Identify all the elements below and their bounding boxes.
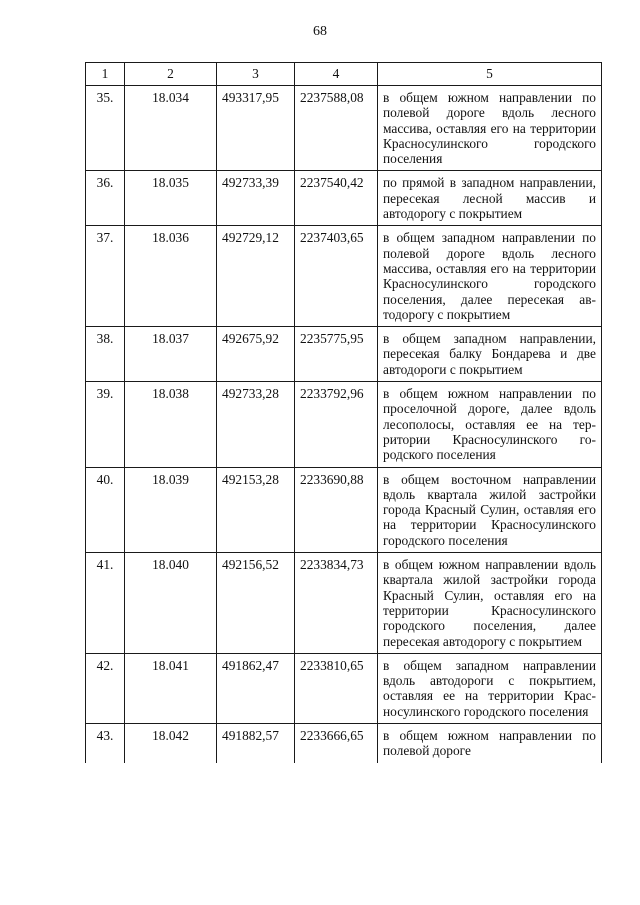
- y-coordinate-cell: 2233792,96: [295, 382, 378, 467]
- boundary-description-cell: в общем южном направлении по полевой дороге: [378, 723, 602, 762]
- x-coordinate-cell: 492153,28: [217, 467, 295, 552]
- column-header: 5: [378, 63, 602, 86]
- point-id-cell: 18.034: [125, 86, 217, 171]
- boundary-description-cell: в общем южном направлении по полевой дороге вдоль лесного массива, оставляя его на территории Красносулинского городского поселения: [378, 86, 602, 171]
- boundary-description-cell: в общем южном направлении по проселочной дороге, далее вдоль лесополосы, оставляя ее на территории Красносулинского городского поселения: [378, 382, 602, 467]
- point-id-cell: 18.039: [125, 467, 217, 552]
- y-coordinate-cell: 2235775,95: [295, 327, 378, 382]
- point-id-cell: 18.038: [125, 382, 217, 467]
- table-row: [86, 171, 602, 226]
- row-number-cell: 42.: [86, 653, 125, 723]
- y-coordinate-cell: 2233666,65: [295, 723, 378, 762]
- y-coordinate-cell: 2237588,08: [295, 86, 378, 171]
- row-number-cell: 40.: [86, 467, 125, 552]
- x-coordinate-cell: 492729,12: [217, 226, 295, 327]
- row-number-cell: 37.: [86, 226, 125, 327]
- point-id-cell: 18.036: [125, 226, 217, 327]
- table-row: [86, 553, 602, 654]
- table-row: [86, 653, 602, 723]
- table-row: [86, 226, 602, 327]
- y-coordinate-cell: 2233690,88: [295, 467, 378, 552]
- column-header: 1: [86, 63, 125, 86]
- boundary-description-cell: в общем западном направлении вдоль автодороги с покрытием, оставляя ее на территории Красносулинского городского поселения: [378, 653, 602, 723]
- y-coordinate-cell: 2233810,65: [295, 653, 378, 723]
- column-header: 3: [217, 63, 295, 86]
- x-coordinate-cell: 491862,47: [217, 653, 295, 723]
- point-id-cell: 18.040: [125, 553, 217, 654]
- boundary-description-cell: в общем южном направлении вдоль квартала жилой застройки города Красный Сулин, оставляя его на территории Красносулинского городского поселения, далее пересекая автодорогу с покрытием: [378, 553, 602, 654]
- boundary-description-cell: в общем восточном направлении вдоль квартала жилой застройки города Красный Сулин, оставляя его на территории Красносулинского городского поселения: [378, 467, 602, 552]
- table-row: [86, 86, 602, 171]
- row-number-cell: 43.: [86, 723, 125, 762]
- y-coordinate-cell: 2237540,42: [295, 171, 378, 226]
- table-row: [86, 382, 602, 467]
- x-coordinate-cell: 493317,95: [217, 86, 295, 171]
- table-header-row: [86, 63, 602, 86]
- boundary-table: [85, 62, 602, 763]
- row-number-cell: 38.: [86, 327, 125, 382]
- x-coordinate-cell: 492156,52: [217, 553, 295, 654]
- x-coordinate-cell: 492675,92: [217, 327, 295, 382]
- boundary-description-cell: по прямой в западном направлении, пересекая лесной массив и автодорогу с покрытием: [378, 171, 602, 226]
- row-number-cell: 36.: [86, 171, 125, 226]
- page-number: 68: [313, 24, 327, 39]
- column-header: 2: [125, 63, 217, 86]
- boundary-description-cell: в общем западном направлении по полевой дороге вдоль лесного массива, оставляя его на территории Красносулинского городского поселения, далее пересекая автодорогу с покрытием: [378, 226, 602, 327]
- point-id-cell: 18.042: [125, 723, 217, 762]
- row-number-cell: 35.: [86, 86, 125, 171]
- x-coordinate-cell: 492733,28: [217, 382, 295, 467]
- point-id-cell: 18.037: [125, 327, 217, 382]
- row-number-cell: 41.: [86, 553, 125, 654]
- x-coordinate-cell: 492733,39: [217, 171, 295, 226]
- point-id-cell: 18.041: [125, 653, 217, 723]
- boundary-description-cell: в общем западном направлении, пересекая балку Бондарева и две автодороги с покрытием: [378, 327, 602, 382]
- table-row: [86, 723, 602, 762]
- point-id-cell: 18.035: [125, 171, 217, 226]
- row-number-cell: 39.: [86, 382, 125, 467]
- table-row: [86, 327, 602, 382]
- x-coordinate-cell: 491882,57: [217, 723, 295, 762]
- table-row: [86, 467, 602, 552]
- y-coordinate-cell: 2237403,65: [295, 226, 378, 327]
- y-coordinate-cell: 2233834,73: [295, 553, 378, 654]
- column-header: 4: [295, 63, 378, 86]
